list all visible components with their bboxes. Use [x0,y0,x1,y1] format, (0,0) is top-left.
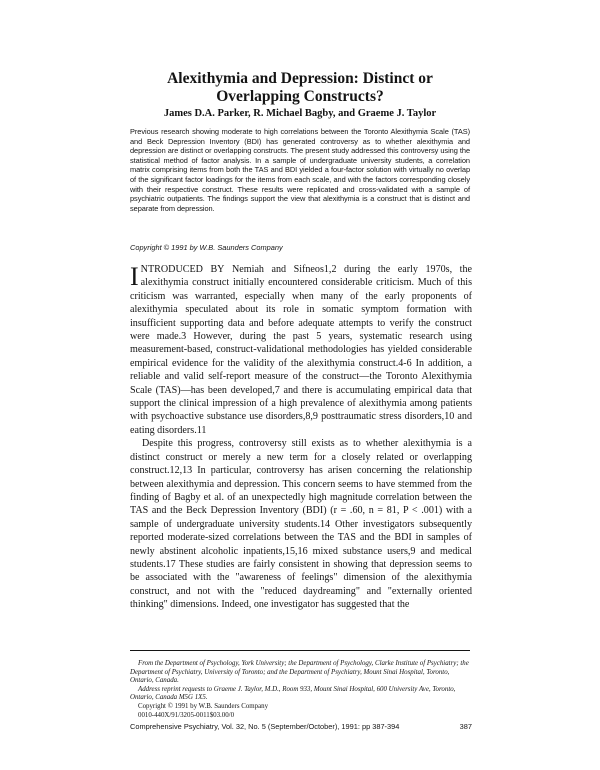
paragraph-1 [130,263,472,437]
article-code: 0010-440X/91/3205-0011$03.00/0 [138,711,235,719]
journal-footer [130,722,472,731]
title-line-2: Overlapping Constructs? [216,88,384,105]
author-list: James D.A. Parker, R. Michael Bagby, and Graeme J. Taylor [163,108,437,119]
page-number: 387 [459,722,472,731]
abstract-copyright: Copyright © 1991 by W.B. Saunders Company [130,243,283,252]
drop-cap: I [130,262,139,291]
journal-citation: Comprehensive Psychiatry, Vol. 32, No. 5 (September/October), 1991: pp 387-394 [130,722,400,731]
affiliation-note: From the Department of Psychology, York University; the Department of Psychology, Clarke Institute of Psychiatry; the Department of Psychiatry, University of Toronto; and the Department of Psychiatry, Mount Sinai Hospital, Toronto, Ontario, Canada. [130,660,469,685]
body-text [130,263,472,612]
paragraph-1-text: Nemiah and Sifneos1,2 during the early 1970s, the alexithymia construct initially encountered considerable criticism. Much of this criticism was warranted, especially when many of the early proponents of alexithymia speculated about its role in somatic symptom formation with insufficient supporting data and before adequate attempts to verify the construct were made.3 However, during the past 5 years, systematic research using measurement-based, construct-validational methodologies has yielded considerable empirical evidence for the validity of the alexithymia construct.4-6 In addition, a reliable and valid self-report measure of the construct—the Toronto Alexithymia Scale (TAS)—has been developed,7 and there is accumulating empirical data that support the clinical impression of a high prevalence of alexithymia among patients with psychoactive substance use disorders,8,9 posttraumatic stress disorders,10 and eating disorders.11 [130,264,472,436]
article-title [110,70,490,106]
footnote-copyright: Copyright © 1991 by W.B. Saunders Company [138,702,269,710]
abstract: Previous research showing moderate to high correlations between the Toronto Alexithymia Scale (TAS) and Beck Depression Inventory (BDI) has generated controversy as to whether alexithymia and depression are distinct or overlapping constructs. The present study addressed this controversy using the statistical method of factor analysis. In a sample of undergraduate university students, a correlation matrix comprising items from both the TAS and BDI yielded a four-factor solution with virtually no overlap of the significant factor loadings for the items from each scale, and with the factors corresponding closely with their respective construct. These results were replicated and cross-validated with a sample of psychiatric outpatients. The findings support the view that alexithymia is a construct that is distinct and separate from depression. [130,127,470,213]
lead-in-words: NTRODUCED BY [140,264,225,275]
footnote-divider [130,650,470,651]
title-line-1: Alexithymia and Depression: Distinct or [167,70,433,87]
paragraph-2: Despite this progress, controversy still exists as to whether alexithymia is a distinct construct or merely a new term for a closely related or overlapping construct.12,13 In particular, controversy has arisen concerning the relationship between alexithymia and depression. This concern seems to have stemmed from the finding of Bagby et al. of an unexpectedly high magnitude correlation between the TAS and the Beck Depression Inventory (BDI) (r = .60, n = 81, P < .001) with a sample of undergraduate university students.14 Other investigators subsequently reported moderate-sized correlations between the TAS and the BDI in samples of newly abstinent alcoholic inpatients,15,16 mixed substance users,9 and medical students.17 These studies are fairly consistent in showing that depression seems to be associated with the "awareness of feelings" dimension of the alexithymia construct, and not with the "reduced daydreaming" and "externally oriented thinking" dimensions. Indeed, one investigator has suggested that the [130,438,472,611]
reprint-note: Address reprint requests to Graeme J. Taylor, M.D., Room 933, Mount Sinai Hospital, 600 University Ave, Toronto, Ontario, Canada M5G 1X5. [130,685,456,702]
footnotes [130,660,472,720]
